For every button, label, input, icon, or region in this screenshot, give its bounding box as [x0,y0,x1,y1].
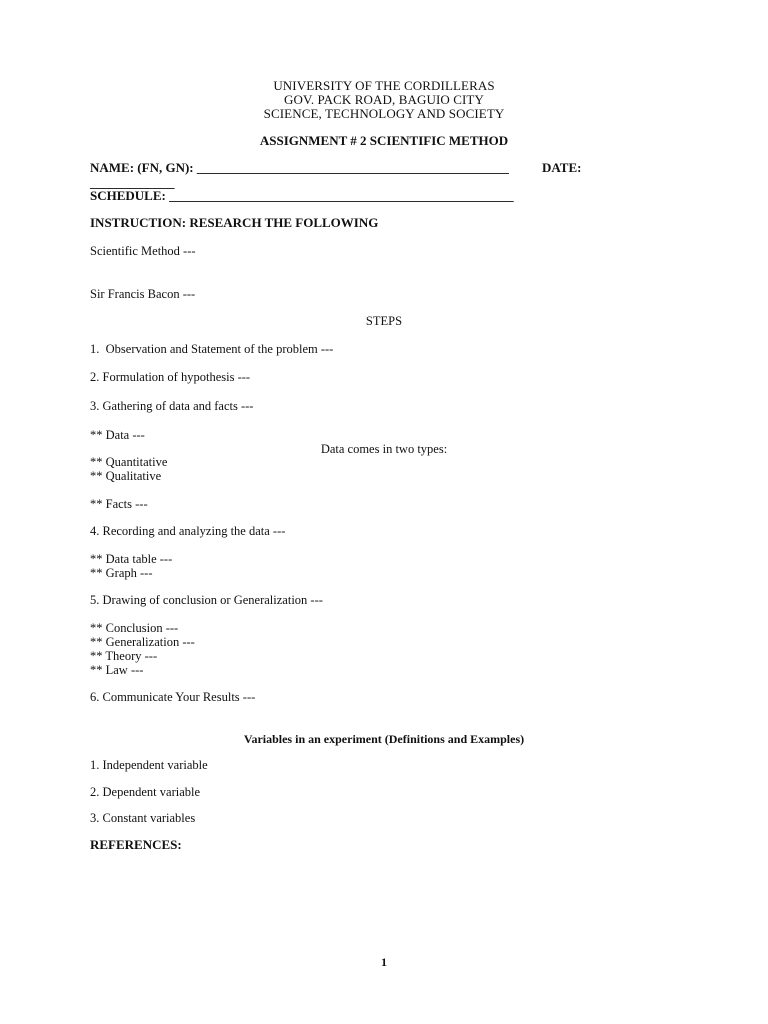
step-4: 4. Recording and analyzing the data --- [90,524,286,538]
step-3: 3. Gathering of data and facts --- [90,399,254,413]
data-types-note: Data comes in two types: [320,442,448,456]
topic-sir-francis-bacon: Sir Francis Bacon --- [90,287,196,301]
sub-qualitative: ** Qualitative [90,469,162,483]
variable-3: 3. Constant variables [90,811,196,825]
name-field-line: NAME: (FN, GN): ________________________________________________ [90,160,509,175]
sub-quantitative: ** Quantitative [90,455,168,469]
instruction-heading: INSTRUCTION: RESEARCH THE FOLLOWING [90,215,379,230]
sub-graph: ** Graph --- [90,566,153,580]
step-6: 6. Communicate Your Results --- [90,690,256,704]
university-name: UNIVERSITY OF THE CORDILLERAS [273,78,495,93]
step-2: 2. Formulation of hypothesis --- [90,370,251,384]
sub-conclusion: ** Conclusion --- [90,621,179,635]
steps-heading: STEPS [365,314,403,328]
university-address: GOV. PACK ROAD, BAGUIO CITY [284,92,484,107]
sub-theory: ** Theory --- [90,649,158,663]
sub-law: ** Law --- [90,663,144,677]
step-5: 5. Drawing of conclusion or Generalization --- [90,593,323,607]
topic-scientific-method: Scientific Method --- [90,244,196,258]
variable-2: 2. Dependent variable [90,785,201,799]
sub-facts: ** Facts --- [90,497,148,511]
schedule-field-line: SCHEDULE: _____________________________________________________ [90,188,514,203]
date-underline: _____________ [90,175,175,190]
sub-data: ** Data --- [90,428,145,442]
sub-generalization: ** Generalization --- [90,635,195,649]
references-heading: REFERENCES: [90,837,182,852]
step-1: 1. Observation and Statement of the problem --- [90,342,334,356]
variable-1: 1. Independent variable [90,758,208,772]
page-number: 1 [381,955,387,969]
variables-heading: Variables in an experiment (Definitions and Examples) [243,732,525,746]
assignment-title: ASSIGNMENT # 2 SCIENTIFIC METHOD [259,133,509,148]
date-label: DATE: [542,160,582,175]
course-name: SCIENCE, TECHNOLOGY AND SOCIETY [263,106,505,121]
sub-data-table: ** Data table --- [90,552,173,566]
